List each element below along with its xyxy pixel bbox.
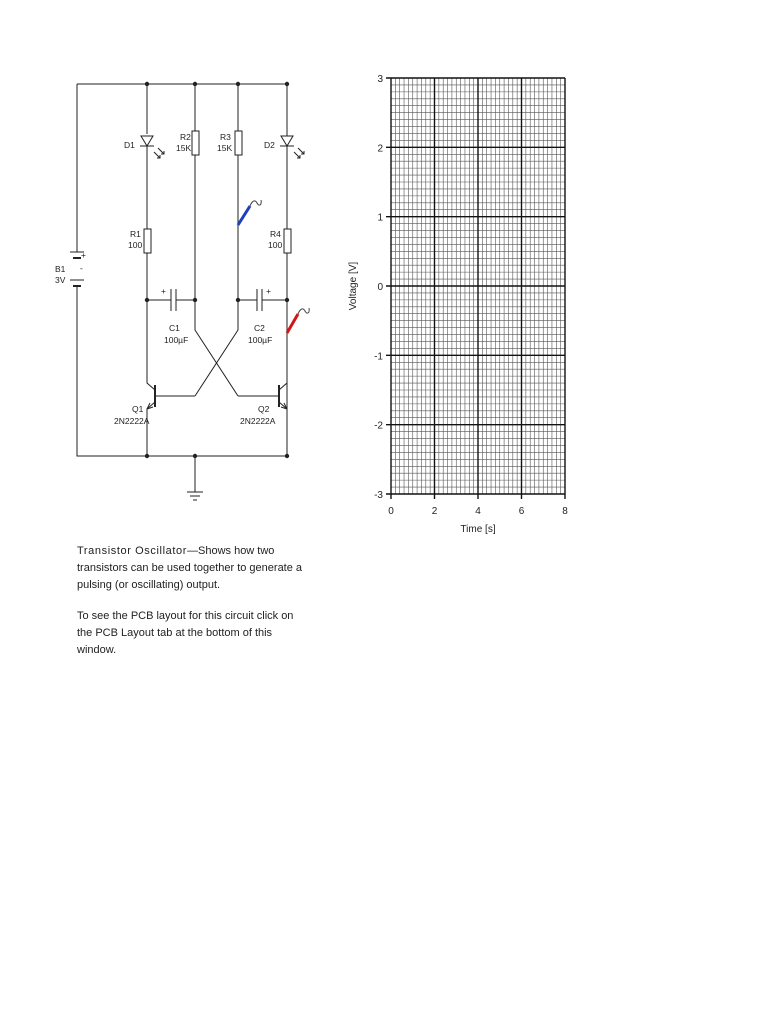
y-tick-labels bbox=[374, 74, 383, 501]
description-title: Transistor Oscillator bbox=[77, 545, 187, 557]
b1-value: 3V bbox=[55, 275, 66, 285]
c2-value: 100µF bbox=[248, 335, 273, 345]
y-tick-label: 1 bbox=[377, 212, 383, 224]
y-tick-label: -1 bbox=[374, 351, 383, 363]
r2-value: 15K bbox=[176, 143, 192, 153]
y-tick-label: -3 bbox=[374, 490, 383, 501]
q1-value: 2N2222A bbox=[114, 416, 150, 426]
y-tick-label: -2 bbox=[374, 420, 383, 432]
battery-minus: - bbox=[80, 263, 83, 273]
c1-plus: + bbox=[161, 286, 166, 296]
r4-ref: R4 bbox=[270, 229, 281, 239]
x-tick-label: 4 bbox=[475, 506, 481, 517]
x-tick-label: 6 bbox=[518, 506, 525, 517]
y-tick-label: 0 bbox=[377, 282, 383, 293]
y-axis-label: Voltage [V] bbox=[348, 261, 359, 311]
c1-ref: C1 bbox=[169, 323, 180, 333]
r1-ref: R1 bbox=[130, 229, 141, 239]
r3-value: 15K bbox=[217, 143, 233, 153]
x-tick-label: 8 bbox=[562, 506, 568, 517]
r1-value: 100 bbox=[128, 240, 143, 250]
battery-plus: + bbox=[81, 250, 86, 260]
x-tick-label: 0 bbox=[388, 506, 394, 517]
x-axis-label: Time [s] bbox=[460, 524, 496, 535]
c2-ref: C2 bbox=[254, 323, 265, 333]
d2-ref: D2 bbox=[264, 140, 275, 150]
y-tick-label: 3 bbox=[377, 74, 383, 85]
q2-value: 2N2222A bbox=[240, 416, 276, 426]
description-body: —Shows how two transistors can be used together to generate a pulsing (or oscillating) output. bbox=[77, 545, 303, 591]
b1-ref: B1 bbox=[55, 264, 66, 274]
x-tick-label: 2 bbox=[431, 506, 438, 517]
y-tick-label: 2 bbox=[377, 143, 383, 155]
c2-plus: + bbox=[266, 286, 271, 296]
r4-value: 100 bbox=[268, 240, 283, 250]
c1-value: 100µF bbox=[164, 335, 189, 345]
d1-ref: D1 bbox=[124, 140, 135, 150]
q1-ref: Q1 bbox=[132, 404, 144, 414]
description-paragraph bbox=[77, 543, 307, 594]
r3-ref: R3 bbox=[220, 132, 231, 142]
q2-ref: Q2 bbox=[258, 404, 270, 414]
x-tick-labels bbox=[388, 506, 568, 517]
r2-ref: R2 bbox=[180, 132, 191, 142]
pcb-layout-note: To see the PCB layout for this circuit click on the PCB Layout tab at the bottom of this window. bbox=[77, 610, 294, 656]
